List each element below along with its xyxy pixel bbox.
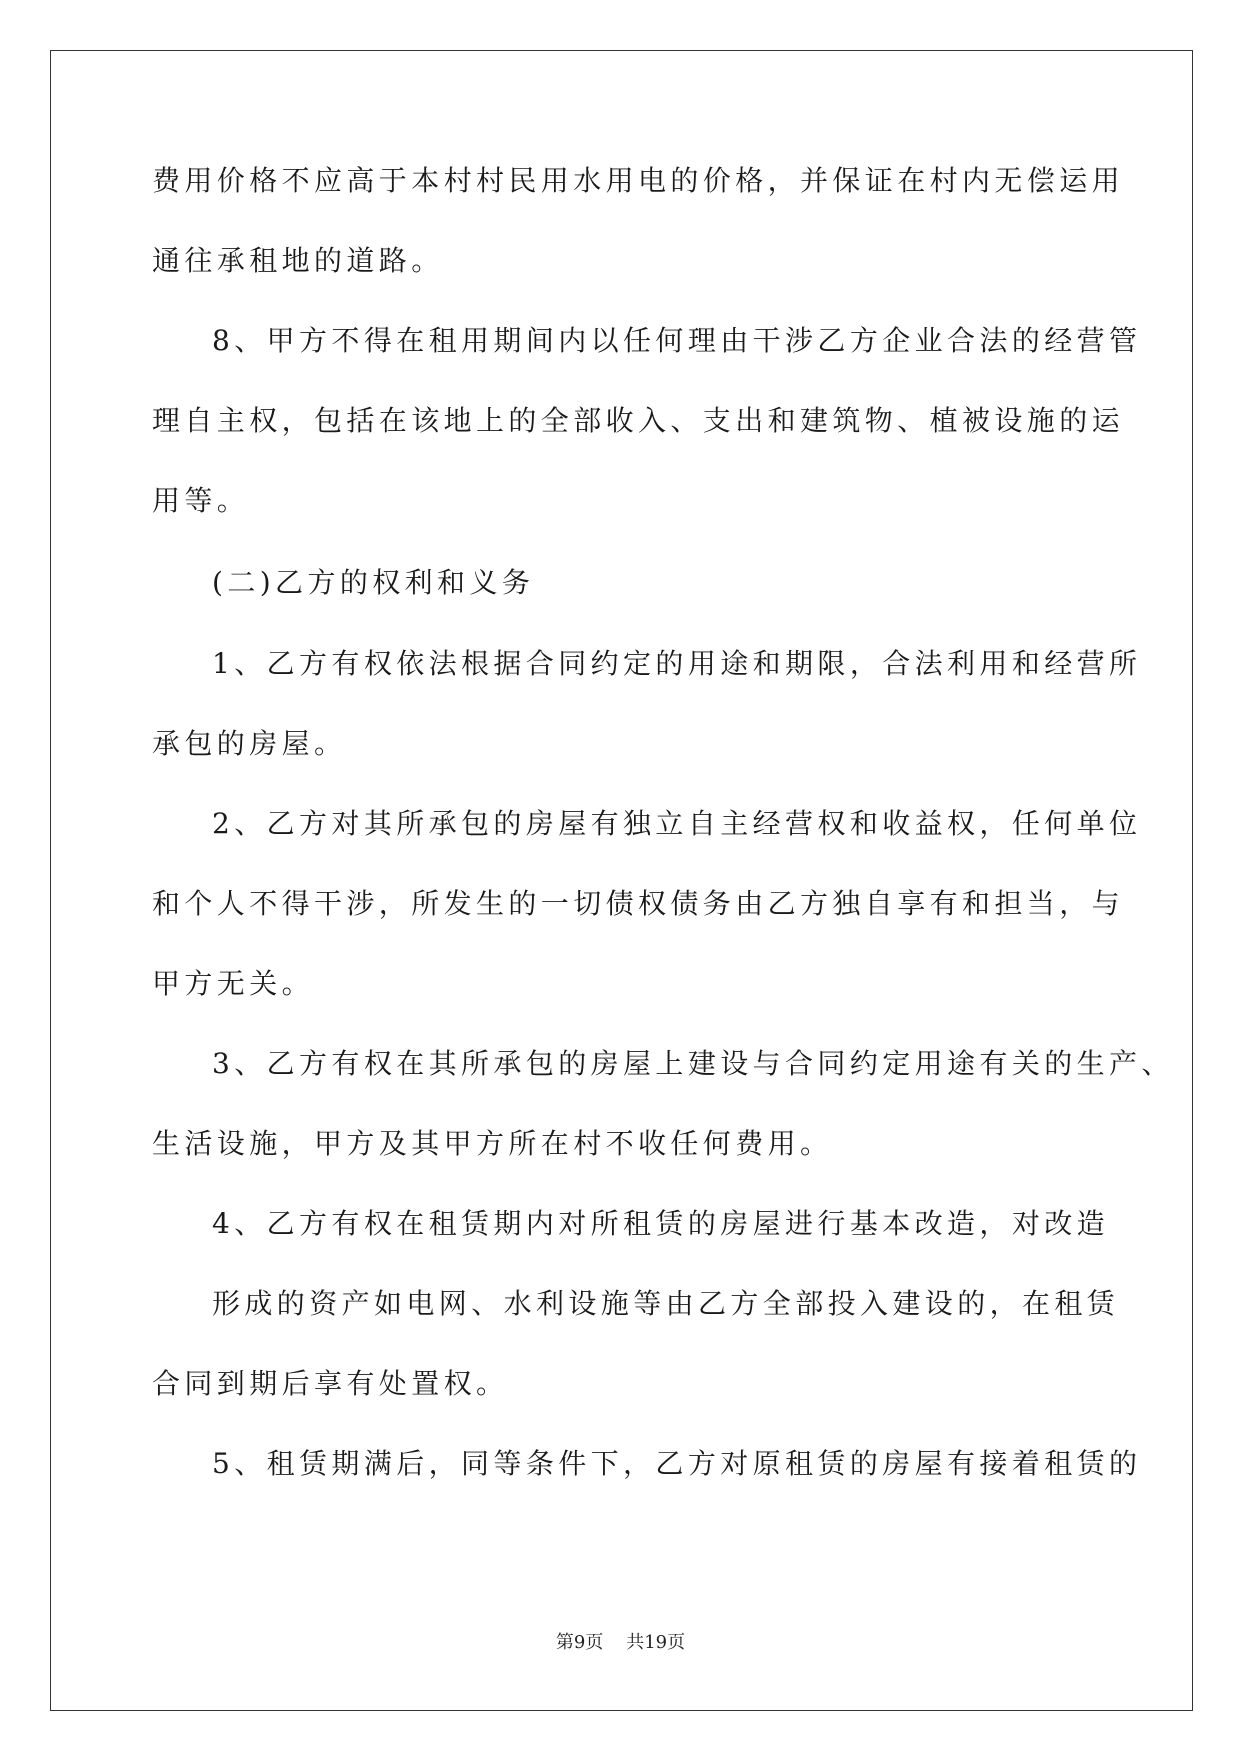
text-line: 合同到期后享有处置权。: [152, 1367, 509, 1400]
text-line: 2、乙方对其所承包的房屋有独立自主经营权和收益权，任何单位: [212, 807, 1142, 840]
text-line: 形成的资产如电网、水利设施等由乙方全部投入建设的，在租赁: [212, 1287, 1120, 1320]
text-line: 理自主权，包括在该地上的全部收入、支出和建筑物、植被设施的运: [152, 404, 1125, 437]
page-footer: [0, 1632, 1241, 1654]
text-line: 通往承租地的道路。: [152, 244, 444, 277]
text-line: 5、租赁期满后，同等条件下，乙方对原租赁的房屋有接着租赁的: [212, 1447, 1142, 1480]
text-line: 3、乙方有权在其所承包的房屋上建设与合同约定用途有关的生产、: [212, 1047, 1174, 1080]
section-heading: (二)乙方的权利和义务: [212, 566, 535, 599]
text-line: 1、乙方有权依法根据合同约定的用途和期限，合法利用和经营所: [212, 647, 1142, 680]
page-number: 第9页: [555, 1632, 604, 1653]
page-total: 共19页: [626, 1632, 686, 1653]
text-line: 和个人不得干涉，所发生的一切债权债务由乙方独自享有和担当，与: [152, 887, 1125, 920]
text-line: 用等。: [152, 484, 250, 517]
text-line: 生活设施，甲方及其甲方所在村不收任何费用。: [152, 1127, 833, 1160]
text-line: 承包的房屋。: [152, 727, 347, 760]
text-line: 费用价格不应高于本村村民用水用电的价格，并保证在村内无偿运用: [152, 164, 1125, 197]
text-line: 甲方无关。: [152, 967, 315, 1000]
text-line: 8、甲方不得在租用期间内以任何理由干涉乙方企业合法的经营管: [212, 324, 1142, 357]
text-line: 4、乙方有权在租赁期内对所租赁的房屋进行基本改造，对改造: [212, 1207, 1110, 1240]
